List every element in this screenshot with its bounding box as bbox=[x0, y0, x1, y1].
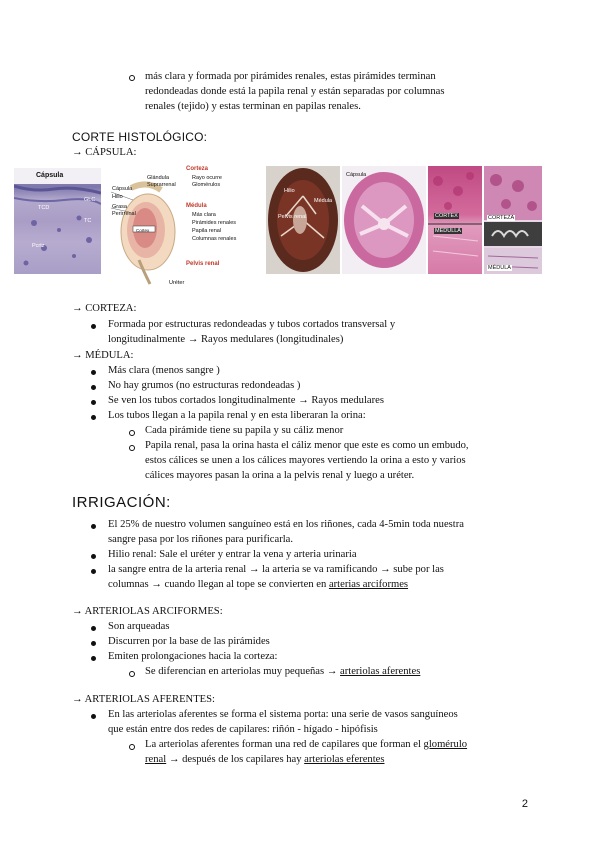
renal-term: renal bbox=[145, 754, 167, 765]
medula-sub-2-line-1: Papila renal, pasa la orina hasta el cáliz menor que este es como un embudo, bbox=[145, 440, 469, 451]
capsula-histology-image bbox=[14, 168, 101, 274]
bullet-marker bbox=[91, 415, 96, 420]
kidney-medula-item-2: Pirámides renales bbox=[192, 220, 237, 226]
bullet-marker bbox=[91, 554, 96, 559]
kidney-medula-item-4: Columnas renales bbox=[192, 236, 237, 242]
kidney-diagram-image bbox=[103, 160, 261, 288]
medula-bullet-2: No hay grumos (no estructuras redondeadas ) bbox=[108, 380, 301, 391]
bullet-marker bbox=[91, 400, 96, 405]
kidney-medula-item-3: Papila renal bbox=[192, 228, 222, 234]
capsula-heading: → CÁPSULA: bbox=[72, 147, 137, 158]
micro2-label-corteza: CORTEZA bbox=[488, 215, 515, 221]
kidney-pink-section-drawing bbox=[342, 166, 426, 274]
arciformes-bullet-3: Emiten prolongaciones hacia la corteza: bbox=[108, 651, 278, 662]
bullet-marker bbox=[91, 370, 96, 375]
kidney-pelvis-label: Pelvis renal bbox=[186, 261, 220, 267]
section-label-pelvis: Pelvis renal bbox=[278, 214, 307, 220]
glomerulo-term: glomérulo bbox=[423, 739, 468, 750]
kidney-corteza-heading: Corteza bbox=[186, 166, 209, 172]
medula-sub-2-line-2: estos cálices se unen a los cálices mayores vertiendo la orina a esto y varios bbox=[145, 455, 466, 466]
kidney-label-hilio: Hilio bbox=[112, 194, 123, 200]
corteza-heading: → CORTEZA: bbox=[72, 303, 137, 314]
bullet-marker bbox=[91, 385, 96, 390]
capsula-image-title: Cápsula bbox=[36, 172, 64, 179]
kidney-pink-section-image bbox=[342, 166, 426, 274]
arciformes-sub-1-text: Se diferencian en arteriolas muy pequeñas → bbox=[145, 666, 341, 677]
kidney-corteza-item-2: Glomérulos bbox=[192, 182, 221, 188]
intro-line-1: más clara y formada por pirámides renales, estas pirámides terminan bbox=[145, 71, 436, 82]
corteza-bullet-1-line-2: longitudinalmente → Rayos medulares (longitudinales) bbox=[108, 334, 344, 345]
section-label-medula: Médula bbox=[314, 198, 333, 204]
bullet-marker bbox=[91, 714, 96, 719]
sub-bullet-marker bbox=[129, 744, 135, 750]
intro-line-3: renales (tejido) y estas terminan en papilas renales. bbox=[145, 101, 361, 112]
sub-bullet-marker bbox=[129, 445, 135, 451]
micro1-label-medulla: MEDULLA bbox=[435, 228, 461, 234]
corteza-bullet-1-line-1: Formada por estructuras redondeadas y tubos cortados transversal y bbox=[108, 319, 396, 330]
sub-bullet-marker bbox=[129, 75, 135, 81]
micro2-label-medula: MÉDULA bbox=[488, 265, 511, 271]
kidney-label-suprarrenal: Suprarrenal bbox=[147, 182, 176, 188]
kidney-label-perirrenal: Perirrenal bbox=[112, 211, 136, 217]
micro1-label-cortex: CORTEX bbox=[435, 213, 458, 219]
irrigacion-bullet-1-line-1: El 25% de nuestro volumen sanguíneo está en los riñones, cada 4-5min toda nuestra bbox=[108, 519, 464, 530]
medula-sub-2-line-3: cálices mayores pasan la orina a la pelvis renal y luego a uréter. bbox=[145, 470, 415, 481]
irrigacion-heading: IRRIGACIÓN: bbox=[72, 494, 171, 511]
irrigacion-bullet-3-text: columnas → cuando llegan al tope se convierten en bbox=[108, 579, 329, 590]
kidney-corteza-item-1: Rayo ocurre bbox=[192, 175, 222, 181]
irrigacion-bullet-2: Hilio renal: Sale el uréter y entrar la vena y arteria urinaria bbox=[108, 549, 357, 560]
bullet-marker bbox=[91, 324, 96, 329]
kidney-section-photo bbox=[266, 166, 340, 274]
medula-bullet-3: Se ven los tubos cortados longitudinalmente → Rayos medulares bbox=[108, 395, 384, 406]
kidney-tag: Cortex bbox=[136, 228, 150, 233]
medula-sub-1: Cada pirámide tiene su papila y su cáliz menor bbox=[145, 425, 344, 436]
irrigacion-bullet-3-line-2 bbox=[108, 578, 408, 593]
aferentes-sub-1-text: La arteriolas aferentes forman una red de capilares que forman el bbox=[145, 739, 424, 750]
arteriolas-aferentes-term: arteriolas aferentes bbox=[340, 666, 421, 677]
medula-heading: → MÉDULA: bbox=[72, 350, 134, 361]
arciformes-sub-1 bbox=[145, 665, 420, 680]
cortex-medulla-micro-image bbox=[428, 166, 482, 274]
sub-bullet-marker bbox=[129, 671, 135, 677]
corte-heading: CORTE HISTOLÓGICO: bbox=[72, 130, 208, 144]
arciformes-bullet-1: Son arqueadas bbox=[108, 621, 170, 632]
page-number: 2 bbox=[521, 798, 528, 810]
micro1-texture bbox=[428, 166, 482, 274]
kidney-diagram-drawing bbox=[103, 160, 261, 288]
capsula-image-label-b: GLC bbox=[84, 197, 96, 203]
arciformes-bullet-2: Discurren por la base de las pirámides bbox=[108, 636, 270, 647]
bullet-marker bbox=[91, 626, 96, 631]
pink-label-capsula: Cápsula bbox=[346, 172, 367, 178]
irrigacion-bullet-1-line-2: sangre pasa por los riñones para purificarla. bbox=[108, 534, 294, 545]
bullet-marker bbox=[91, 656, 96, 661]
aferentes-heading: → ARTERIOLAS AFERENTES: bbox=[72, 694, 215, 705]
kidney-section-drawing bbox=[266, 166, 340, 274]
kidney-label-capsula: Cápsula bbox=[112, 186, 133, 192]
bullet-marker bbox=[91, 569, 96, 574]
kidney-medula-heading: Médula bbox=[186, 203, 207, 209]
medula-bullet-4: Los tubos llegan a la papila renal y en esta liberaran la orina: bbox=[108, 410, 366, 421]
aferentes-bullet-1-line-1: En las arteriolas aferentes se forma el sistema porta: una serie de vasos sanguíneos bbox=[108, 709, 458, 720]
kidney-medula-item-1: Más clara bbox=[192, 212, 216, 218]
intro-line-2: redondeadas donde está la papila renal y están separadas por columnas bbox=[145, 86, 445, 97]
kidney-label-glandula: Glándula bbox=[147, 175, 170, 181]
aferentes-sub-1-line-2 bbox=[145, 753, 384, 768]
capsula-image-label-d: Pcrtz bbox=[32, 243, 45, 249]
capsula-image-label-c: TC bbox=[84, 218, 92, 224]
arterias-arciformes-term: arterias arciformes bbox=[328, 579, 409, 590]
bullet-marker bbox=[91, 524, 96, 529]
medula-bullet-1: Más clara (menos sangre ) bbox=[108, 365, 220, 376]
section-label-hilio: Hilio bbox=[284, 188, 295, 194]
aferentes-bullet-1-line-2: que están entre dos redes de capilares: riñón - hígado - hipófisis bbox=[108, 724, 378, 735]
aferentes-sub-1-text-2: → después de los capilares hay bbox=[166, 754, 305, 765]
arciformes-heading: → ARTERIOLAS ARCIFORMES: bbox=[72, 606, 223, 617]
bullet-marker bbox=[91, 641, 96, 646]
arteriolas-eferentes-term: arteriolas eferentes bbox=[304, 754, 385, 765]
kidney-ureter-label: Uréter bbox=[169, 280, 185, 286]
aferentes-sub-1-line-1 bbox=[145, 738, 467, 753]
irrigacion-bullet-3-line-1: la sangre entra de la arteria renal → la arteria se va ramificando → sube por las bbox=[108, 564, 444, 575]
micro-right-column-image bbox=[484, 166, 542, 274]
capsula-image-label-a: TCD bbox=[38, 205, 50, 211]
sub-bullet-marker bbox=[129, 430, 135, 436]
kidney-label-grasa: Grasa bbox=[112, 204, 127, 210]
